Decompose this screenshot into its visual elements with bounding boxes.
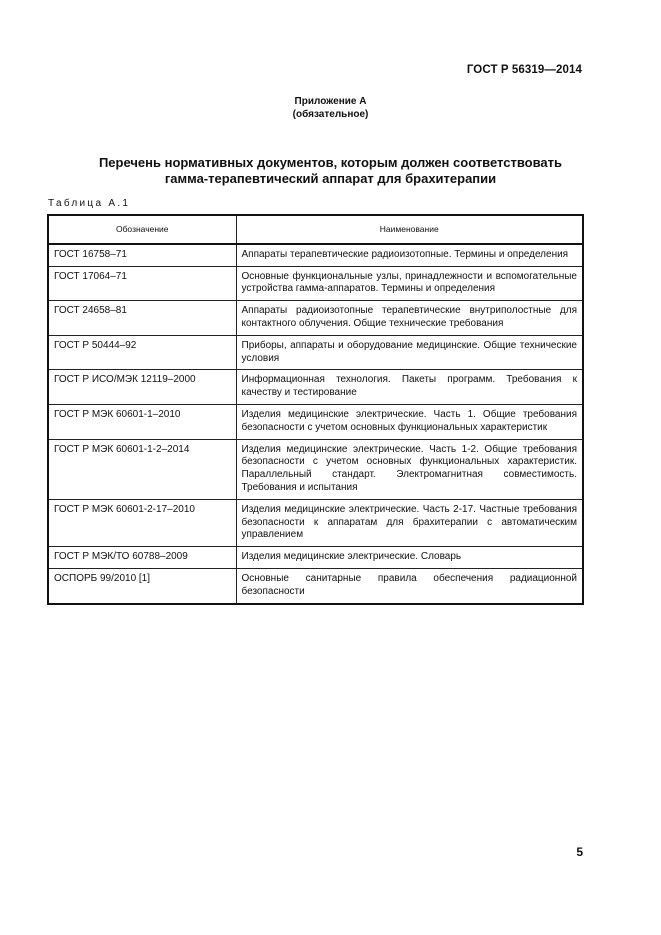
table-row [48,266,583,301]
column-header-designation: Обозначение [48,215,236,244]
name-cell: Изделия медицинские электрические. Часть 1. Общие требования безопасности с учетом основных функциональных характеристик [236,404,583,439]
designation-cell: ГОСТ Р МЭК 60601-1–2010 [48,404,236,439]
document-title-line-2: гамма-терапевтический аппарат для брахитерапии [164,171,497,186]
name-cell: Аппараты радиоизотопные терапевтические внутриполостные для контактного облучения. Общие технические требования [236,301,583,336]
table-row [48,404,583,439]
designation-cell: ГОСТ 17064–71 [48,266,236,301]
document-title [0,155,661,187]
table-caption: Таблица А.1 [48,198,131,209]
designation-cell: ГОСТ 16758–71 [48,244,236,266]
table-row [48,439,583,499]
designation-cell: ГОСТ Р ИСО/МЭК 12119–2000 [48,370,236,405]
standard-id: ГОСТ Р 56319—2014 [466,64,582,76]
table-row [48,499,583,546]
table-row [48,547,583,569]
table-row [48,244,583,266]
designation-cell: ГОСТ Р МЭК 60601-1-2–2014 [48,439,236,499]
page-number: 5 [576,845,583,859]
name-cell: Информационная технология. Пакеты программ. Требования к качеству и тестирование [236,370,583,405]
designation-cell: ГОСТ Р МЭК 60601-2-17–2010 [48,499,236,546]
name-cell: Основные санитарные правила обеспечения радиационной безопасности [236,568,583,603]
document-title-line-1: Перечень нормативных документов, которым должен соответствовать [98,155,563,170]
designation-cell: ГОСТ 24658–81 [48,301,236,336]
name-cell: Основные функциональные узлы, принадлежности и вспомогательные устройства гамма-аппаратов. Термины и определения [236,266,583,301]
table-row [48,568,583,603]
table-row [48,335,583,370]
table-row [48,370,583,405]
designation-cell: ГОСТ Р 50444–92 [48,335,236,370]
name-cell: Изделия медицинские электрические. Словарь [236,547,583,569]
annex-status: (обязательное) [292,109,369,120]
designation-cell: ГОСТ Р МЭК/ТО 60788–2009 [48,547,236,569]
table-row [48,301,583,336]
name-cell: Приборы, аппараты и оборудование медицинские. Общие технические условия [236,335,583,370]
table-header-row [48,215,583,244]
designation-cell: ОСПОРБ 99/2010 [1] [48,568,236,603]
name-cell: Изделия медицинские электрические. Часть 1-2. Общие требования безопасности с учетом основных функциональных характеристик. Параллельный стандарт. Электромагнитная совместимость. Требования и испытания [236,439,583,499]
name-cell: Аппараты терапевтические радиоизотопные. Термины и определения [236,244,583,266]
column-header-name: Наименование [236,215,583,244]
name-cell: Изделия медицинские электрические. Часть 2-17. Частные требования безопасности к аппаратам для брахитерапии с автоматическим управлением [236,499,583,546]
annex-heading [0,95,661,121]
normative-documents-table [47,214,584,605]
annex-title: Приложение А [294,96,367,107]
